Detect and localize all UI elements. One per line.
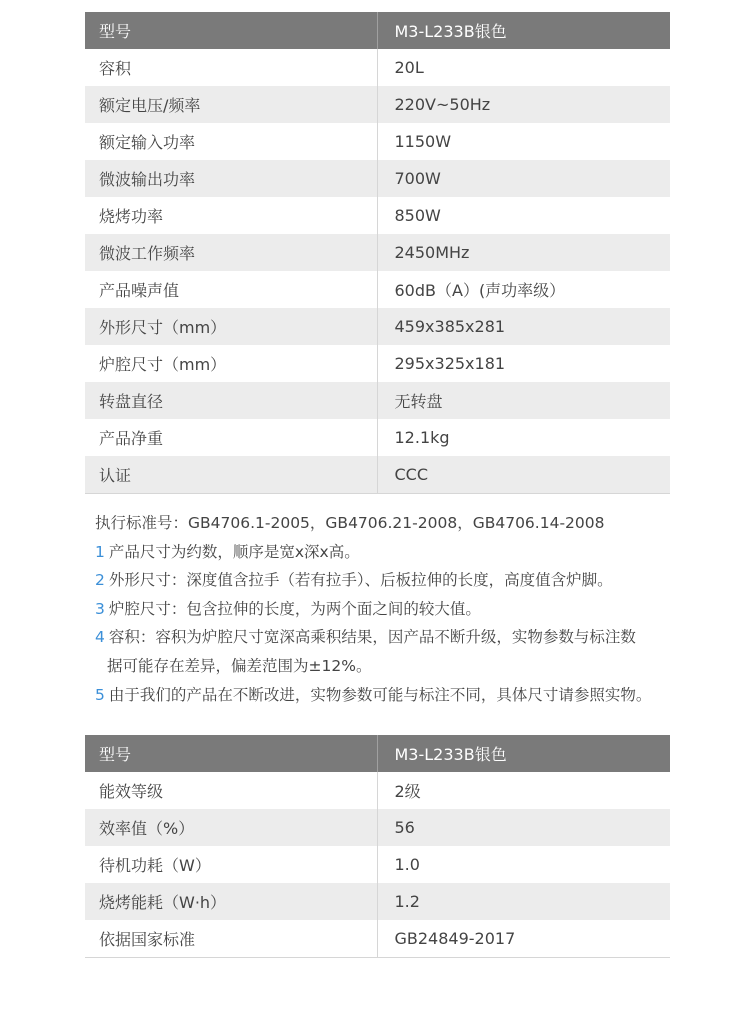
table-row [85, 234, 670, 271]
note-item [95, 681, 725, 710]
spec-label: 产品净重 [85, 419, 377, 456]
spec-value: 20L [394, 58, 424, 77]
spec-label: 产品噪声值 [85, 271, 377, 308]
table-row [85, 419, 670, 456]
spec-value: CCC [377, 456, 670, 494]
table-row [85, 883, 670, 920]
table-row [85, 271, 670, 308]
table-row [85, 86, 670, 123]
spec-label: 认证 [85, 456, 377, 494]
spec-label: 待机功耗（W） [85, 846, 377, 883]
note-number: 1 [95, 542, 105, 561]
spec-label: 微波工作频率 [85, 234, 377, 271]
note-text: 炉腔尺寸：包含拉伸的长度，为两个面之间的较大值。 [108, 599, 481, 618]
note-text: 由于我们的产品在不断改进，实物参数可能与标注不同，具体尺寸请参照实物。 [108, 685, 652, 704]
spec-value: 459x385x281 [377, 308, 670, 345]
spec-value: M3-L233B银色 [377, 12, 670, 49]
spec-value: 220V~50Hz [377, 86, 670, 123]
table-row [85, 456, 670, 494]
spec-label: 型号 [85, 12, 377, 49]
table-row [85, 123, 670, 160]
spec-table-main [85, 12, 670, 494]
table-row [85, 772, 670, 809]
note-item [95, 623, 725, 652]
table-row [85, 160, 670, 197]
spec-label: 额定电压/频率 [85, 86, 377, 123]
note-number: 5 [95, 685, 105, 704]
note-item [95, 652, 725, 681]
spec-value: 2450MHz [377, 234, 670, 271]
note-item [95, 538, 725, 567]
note-text: 外形尺寸：深度值含拉手（若有拉手）、后板拉伸的长度，高度值含炉脚。 [108, 571, 613, 590]
spec-value: 850W [394, 206, 441, 225]
spec-label: 型号 [85, 735, 377, 772]
spec-value: 1150W [394, 132, 452, 151]
spec-value: 12.1kg [394, 428, 450, 447]
table-row [85, 382, 670, 419]
spec-label: 能效等级 [85, 772, 377, 809]
table-row [85, 920, 670, 958]
spec-value: 无转盘 [377, 382, 670, 419]
spec-value: 60dB（A）(声功率级） [394, 281, 566, 300]
table-row [85, 197, 670, 234]
spec-value: 56 [377, 809, 670, 846]
spec-value: 1.0 [394, 855, 420, 874]
note-text: 容积：容积为炉腔尺寸宽深高乘积结果，因产品不断升级，实物参数与标注数 [108, 628, 636, 647]
note-text: 据可能存在差异，偏差范围为±12%。 [107, 656, 372, 675]
spec-value: 1.2 [377, 883, 670, 920]
spec-label: 额定输入功率 [85, 123, 377, 160]
spec-table-main-body [85, 12, 670, 494]
note-list [95, 538, 725, 710]
spec-label: 依据国家标准 [85, 920, 377, 958]
table-header-row [85, 12, 670, 49]
note-number: 2 [95, 571, 105, 590]
spec-table-energy-body [85, 735, 670, 958]
note-item [95, 566, 725, 595]
note-text: 产品尺寸为约数，顺序是宽x深x高。 [108, 542, 360, 561]
spec-label: 微波输出功率 [85, 160, 377, 197]
spec-value: GB24849-2017 [377, 920, 670, 958]
spec-value: 2级 [394, 782, 421, 801]
table-row [85, 809, 670, 846]
spec-table-energy [85, 735, 670, 958]
table-row [85, 846, 670, 883]
table-row [85, 308, 670, 345]
spec-label: 烧烤能耗（W·h） [85, 883, 377, 920]
note-item [95, 595, 725, 624]
note-number: 3 [95, 599, 105, 618]
spec-value: 700W [377, 160, 670, 197]
table-row [85, 49, 670, 86]
spec-label: 容积 [85, 49, 377, 86]
spec-value: 295x325x181 [394, 354, 506, 373]
table-header-row [85, 735, 670, 772]
table-row [85, 345, 670, 382]
note-number: 4 [95, 628, 105, 647]
spec-label: 效率值（%） [85, 809, 377, 846]
spec-label: 转盘直径 [85, 382, 377, 419]
standard-line: 执行标准号：GB4706.1-2005，GB4706.21-2008，GB4706.14-2008 [95, 514, 605, 532]
spec-label: 炉腔尺寸（mm） [85, 345, 377, 382]
spec-label: 烧烤功率 [85, 197, 377, 234]
spec-label: 外形尺寸（mm） [85, 308, 377, 345]
spec-notes [95, 509, 725, 709]
spec-value: M3-L233B银色 [377, 735, 670, 772]
